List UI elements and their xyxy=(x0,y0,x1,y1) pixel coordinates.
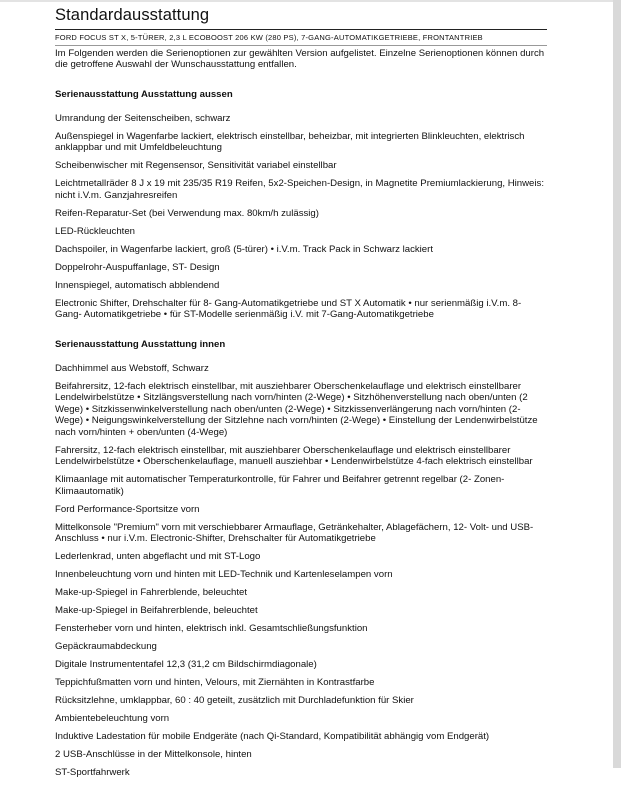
list-item: ST-Sportfahrwerk xyxy=(55,767,130,779)
list-item: Digitale Instrumententafel 12,3 (31,2 cm Bildschirmdiagonale) xyxy=(55,659,317,671)
list-item: Fahrersitz, 12-fach elektrisch einstellbar, mit ausziehbarer Oberschenkelauflage und elektrisch einstellbarer Lendelwirbelstütze • Oberschenkelauflage, manuell ausziehbar • Lendenwirbelstütze 4-fach elektrisch einstellbar xyxy=(55,444,533,468)
page-title: Standardausstattung xyxy=(55,6,547,30)
list-item: Beifahrersitz, 12-fach elektrisch einstellbar, mit ausziehbarer Oberschenkelauflage und elektrisch einstellbarer Lendelwirbelstütze • Sitzlängsverstellung nach vorn/hinten (2-Wege) • Sitzhöhenverstellung nach oben/unten (2 Wege) • Sitzkissenwinkelverstellung nach oben/unten (2-Wege) • Sitzkissenverlängerung nach vorn/hinten (2-Wege) • Neigungswinkelverstellung der Sitzlehne nach vorn/hinten (2-Wege) • Einstellung der Lendenwirbelstütze nach vorn/hinten + oben/unten (4-Wege) xyxy=(55,380,538,438)
list-item: 2 USB-Anschlüsse in der Mittelkonsole, hinten xyxy=(55,749,252,761)
list-item: Innenbeleuchtung vorn und hinten mit LED-Technik und Kartenleselampen vorn xyxy=(55,569,393,581)
list-item: Mittelkonsole "Premium" vorn mit verschiebbarer Armauflage, Getränkehalter, Ablagefächern, 12- Volt- und USB-Anschluss • nur i.V.m. Electronic-Shifter, Drehschalter für Automatikgetriebe xyxy=(55,521,534,545)
intro-text: Im Folgenden werden die Serienoptionen zur gewählten Version aufgelistet. Einzelne Serienoptionen können durch die getroffene Auswahl der Wunschausstattung entfallen. xyxy=(55,48,545,71)
list-item: Gepäckraumabdeckung xyxy=(55,641,157,653)
document-content xyxy=(55,6,547,785)
list-item: Teppichfußmatten vorn und hinten, Velours, mit Ziernähten in Kontrastfarbe xyxy=(55,677,375,689)
section-title-aussen: Serienausstattung Ausstattung aussen xyxy=(55,88,233,100)
list-item: Induktive Ladestation für mobile Endgeräte (nach Qi-Standard, Kompatibilität abhängig vom Endgerät) xyxy=(55,731,490,743)
list-item: Dachhimmel aus Webstoff, Schwarz xyxy=(55,362,209,374)
list-item: Klimaanlage mit automatischer Temperaturkontrolle, für Fahrer und Beifahrer getrennt regelbar (2- Zonen-Klimaautomatik) xyxy=(55,474,505,497)
list-item: Lederlenkrad, unten abgeflacht und mit ST-Logo xyxy=(55,551,261,563)
list-item: Make-up-Spiegel in Beifahrerblende, beleuchtet xyxy=(55,605,258,617)
list-item: Rücksitzlehne, umklappbar, 60 : 40 geteilt, zusätzlich mit Durchladefunktion für Skier xyxy=(55,695,414,707)
list-item: Electronic Shifter, Drehschalter für 8- Gang-Automatikgetriebe und ST X Automatik • nur serienmäßig i.V.m. 8-Gang- Automatikgetriebe • für ST-Modelle serienmäßig i.V. mit 7-Gang-Automatikgetriebe xyxy=(55,297,522,321)
list-item: Make-up-Spiegel in Fahrerblende, beleuchtet xyxy=(55,587,247,599)
list-item: Scheibenwischer mit Regensensor, Sensitivität variabel einstellbar xyxy=(55,160,337,172)
list-item: LED-Rückleuchten xyxy=(55,225,135,237)
section-title-innen: Serienausstattung Ausstattung innen xyxy=(55,338,226,350)
list-item: Dachspoiler, in Wagenfarbe lackiert, groß (5-türer) • i.V.m. Track Pack in Schwarz lackiert xyxy=(55,243,434,255)
scrollbar-track[interactable] xyxy=(613,0,621,768)
list-item: Innenspiegel, automatisch abblendend xyxy=(55,279,220,291)
list-item: Ford Performance-Sportsitze vorn xyxy=(55,503,200,515)
list-item: Leichtmetallräder 8 J x 19 mit 235/35 R19 Reifen, 5x2-Speichen-Design, in Magnetite Premiumlackierung, Hinweis: nicht i.V.m. Ganzjahresreifen xyxy=(55,178,544,201)
vehicle-subtitle: FORD FOCUS ST X, 5-TÜRER, 2,3 L ECOBOOST 206 KW (280 PS), 7-GANG-AUTOMATIKGETRIEBE, FRONTANTRIEB xyxy=(55,30,547,46)
section-list-innen xyxy=(55,363,547,779)
list-item: Außenspiegel in Wagenfarbe lackiert, elektrisch einstellbar, beheizbar, mit integrierten Blinkleuchten, elektrisch anklappbar und mit Umfeldbeleuchtung xyxy=(55,130,525,154)
list-item: Fensterheber vorn und hinten, elektrisch inkl. Gesamtschließungsfunktion xyxy=(55,623,368,635)
list-item: Reifen-Reparatur-Set (bei Verwendung max. 80km/h zulässig) xyxy=(55,207,319,219)
list-item: Doppelrohr-Auspuffanlage, ST- Design xyxy=(55,261,220,273)
section-list-aussen xyxy=(55,113,547,321)
window-top-edge xyxy=(0,0,621,2)
list-item: Umrandung der Seitenscheiben, schwarz xyxy=(55,112,231,124)
list-item: Ambientebeleuchtung vorn xyxy=(55,713,170,725)
